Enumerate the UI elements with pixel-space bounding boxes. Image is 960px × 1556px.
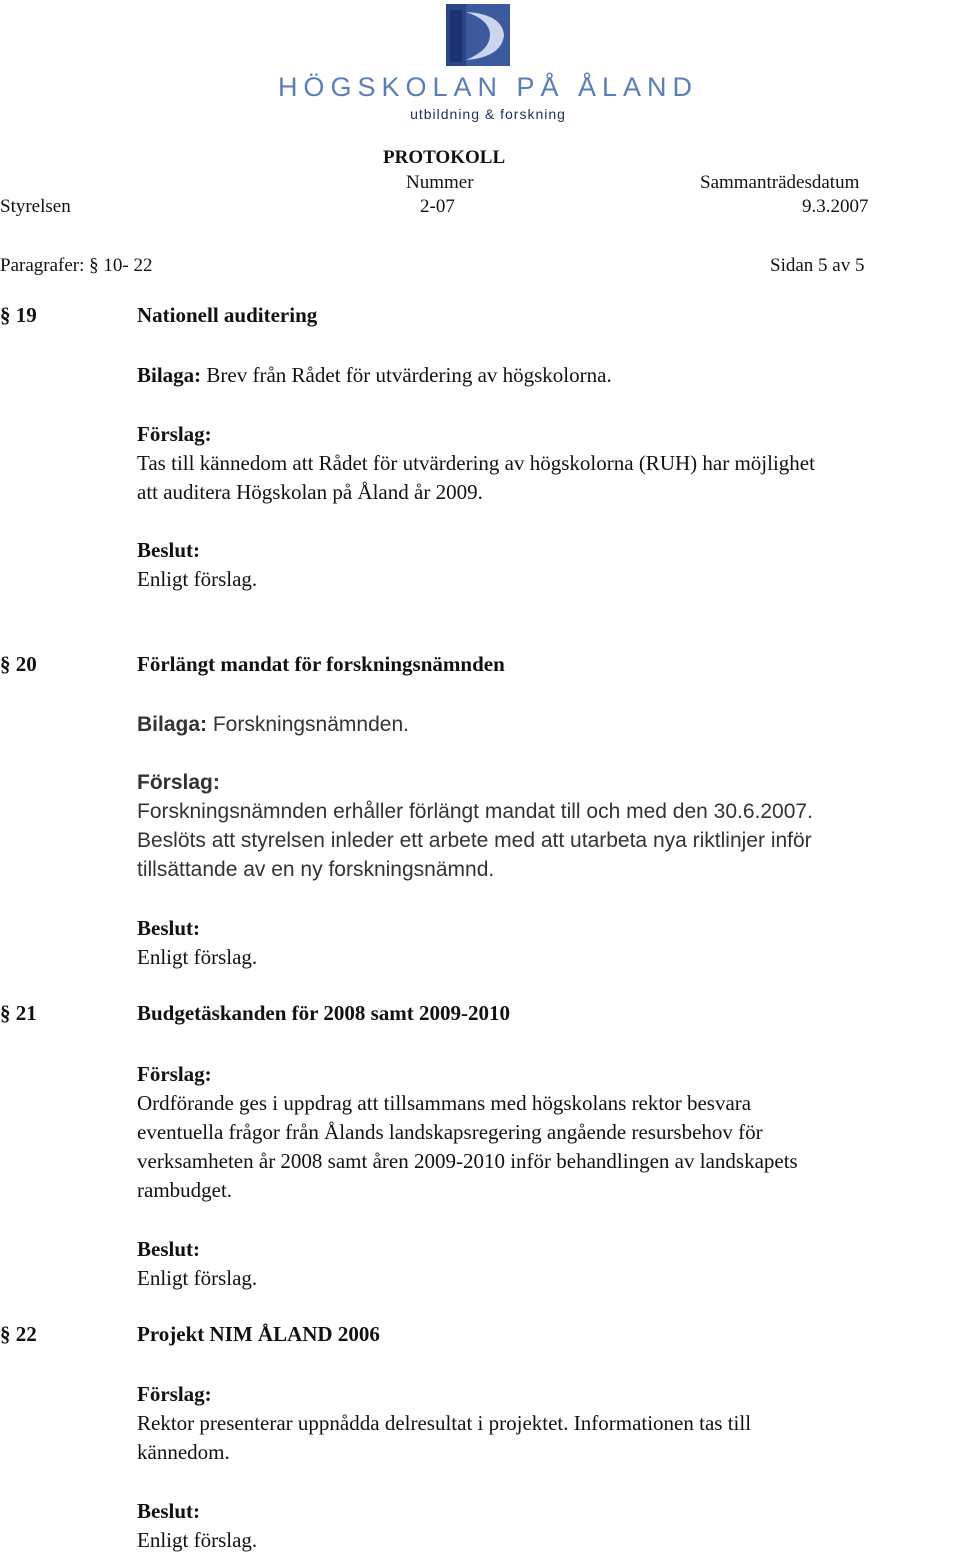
proposal-line: Beslöts att styrelsen inleder ett arbete med att utarbeta nya riktlinjer inför (137, 829, 812, 852)
decision-text: Enligt förslag. (137, 567, 258, 591)
proposal-line: Tas till kännedom att Rådet för utvärdering av högskolorna (RUH) har möjlighet (137, 451, 815, 475)
logo (0, 0, 960, 130)
proposal-line: tillsättande av en ny forskningsnämnd. (137, 858, 495, 881)
decision-label: Beslut: (137, 1499, 200, 1523)
section-num: 19 (15, 303, 37, 327)
doc-type: PROTOKOLL (383, 147, 506, 168)
proposal-label: Förslag: (137, 1382, 212, 1406)
section-title: Projekt NIM ÅLAND 2006 (137, 1322, 380, 1346)
number-label: Nummer (406, 172, 474, 193)
proposal-line: rambudget. (137, 1178, 233, 1202)
decision-text: Enligt förslag. (137, 1528, 258, 1552)
logo-tagline: utbildning & forskning (410, 106, 566, 122)
proposal-line: eventuella frågor från Ålands landskapsregering angående resursbehov för (137, 1120, 763, 1144)
section-num: 21 (15, 1001, 37, 1025)
paragraph-range: Paragrafer: § 10- 22 (0, 255, 153, 276)
proposal-line: Forskningsnämnden erhåller förlängt mandat till och med den 30.6.2007. (137, 800, 813, 823)
section-number (0, 652, 37, 677)
section-num: 22 (15, 1322, 37, 1346)
board-name: Styrelsen (0, 196, 71, 217)
section-title: Nationell auditering (137, 303, 318, 327)
decision-label: Beslut: (137, 538, 200, 562)
proposal-label: Förslag: (137, 1062, 212, 1086)
proposal-line: verksamheten år 2008 samt åren 2009-2010 inför behandlingen av landskapets (137, 1149, 798, 1173)
decision-label: Beslut: (137, 1237, 200, 1261)
section-number (0, 1001, 37, 1026)
proposal-label: Förslag: (137, 771, 220, 794)
section-number (0, 1322, 37, 1347)
section-number (0, 303, 37, 328)
proposal-line: Rektor presenterar uppnådda delresultat i projektet. Informationen tas till (137, 1411, 752, 1435)
proposal-line: att auditera Högskolan på Åland år 2009. (137, 480, 483, 504)
attachment-text: Brev från Rådet för utvärdering av högskolorna. (201, 363, 612, 387)
decision-text: Enligt förslag. (137, 945, 258, 969)
proposal-line: kännedom. (137, 1440, 230, 1464)
meeting-date: 9.3.2007 (802, 196, 869, 217)
attachment (137, 710, 409, 739)
proposal-line: Ordförande ges i uppdrag att tillsammans med högskolans rektor besvara (137, 1091, 752, 1115)
attachment-text: Forskningsnämnden. (207, 713, 409, 736)
attachment (137, 361, 612, 390)
date-label: Sammanträdesdatum (700, 172, 860, 193)
attachment-label: Bilaga: (137, 713, 208, 736)
paragraph-symbol: § (0, 1322, 11, 1346)
paragraph-symbol: § (0, 652, 11, 676)
protocol-number: 2-07 (420, 196, 455, 217)
attachment-label: Bilaga: (137, 363, 202, 387)
paragraph-symbol: § (0, 303, 11, 327)
section-num: 20 (15, 652, 37, 676)
decision-text: Enligt förslag. (137, 1266, 258, 1290)
section-title: Budgetäskanden för 2008 samt 2009-2010 (137, 1001, 510, 1025)
paragraph-symbol: § (0, 1001, 11, 1025)
decision-label: Beslut: (137, 916, 200, 940)
proposal-label: Förslag: (137, 422, 212, 446)
logo-emblem-icon (440, 2, 516, 70)
logo-wordmark: HÖGSKOLAN PÅ ÅLAND (277, 72, 699, 102)
section-title: Förlängt mandat för forskningsnämnden (137, 652, 505, 676)
page-number: Sidan 5 av 5 (770, 255, 865, 276)
